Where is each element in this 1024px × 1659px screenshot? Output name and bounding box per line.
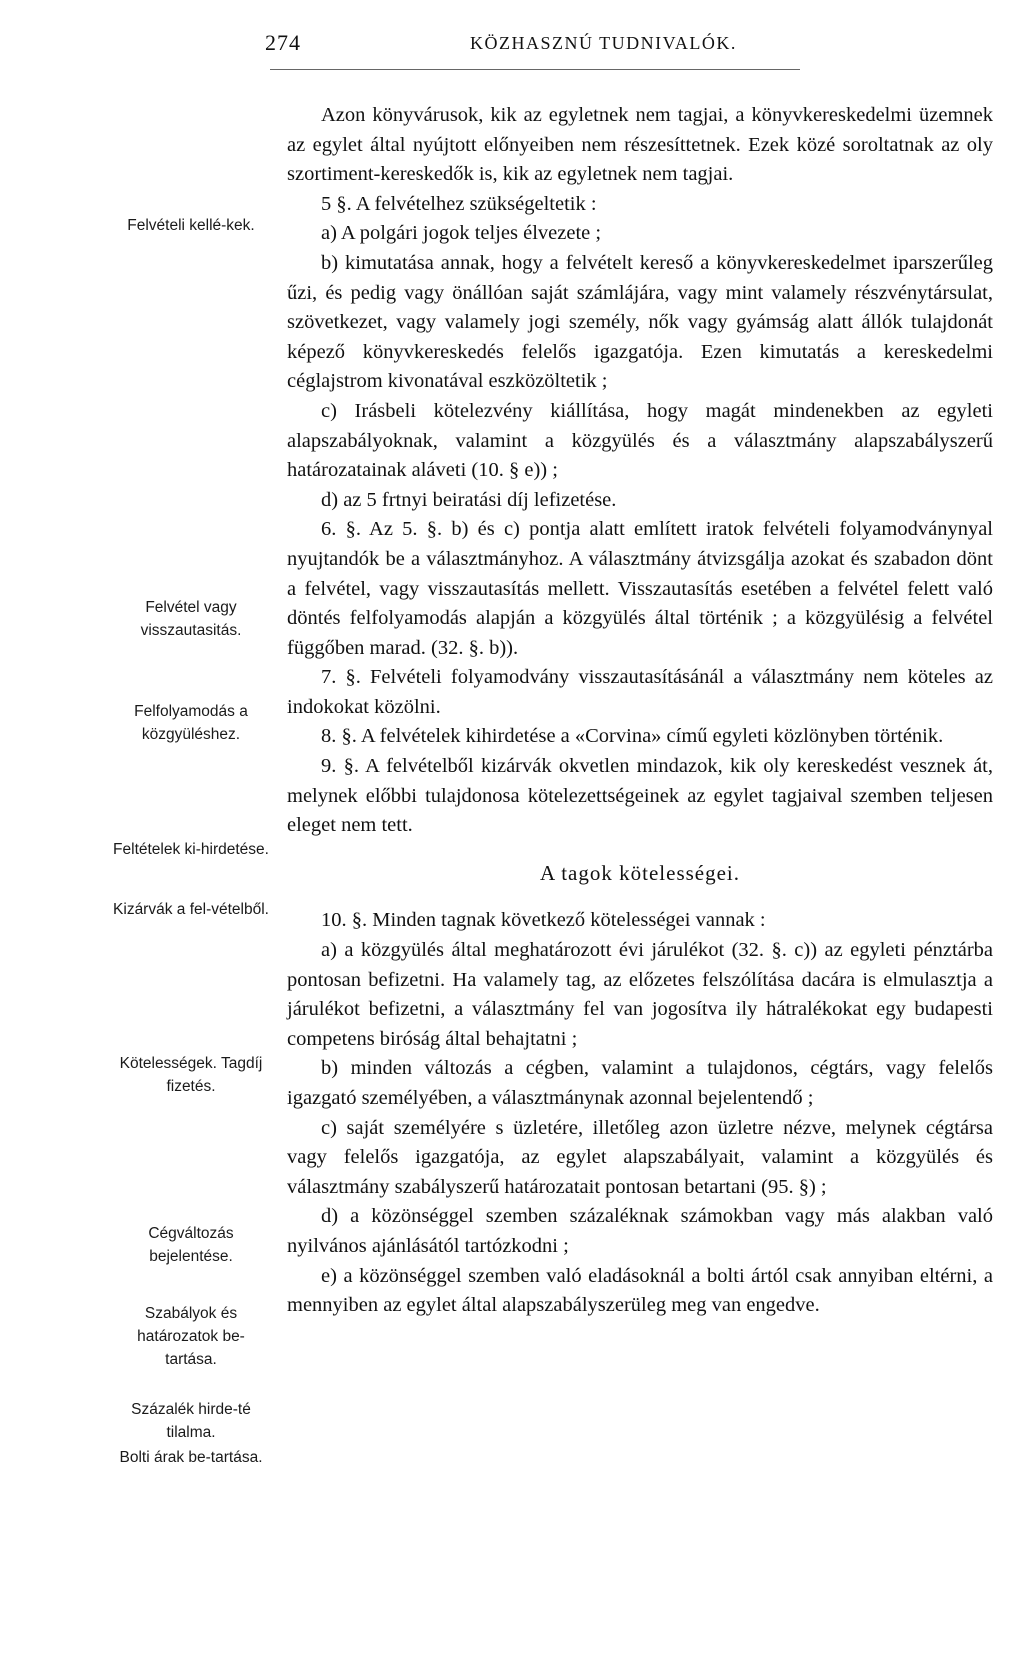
running-head: KÖZHASZNÚ TUDNIVALÓK. <box>470 33 737 53</box>
section-title: A tagok kötelességei. <box>539 860 741 885</box>
paragraph: 9. §. A felvételből kizárvák okvetlen mindazok, kik oly kereskedést vesznek át, melynek előbbi tulajdonosa kötelezettségeinek az egylet tagjaival szemben teljesen eleget nem tett. <box>287 755 993 837</box>
margin-note-percentage-ban: Százalék hirde-té tilalma. <box>131 1401 251 1441</box>
paragraph: d) a közönséggel szemben százaléknak számokban vagy más alakban való nyilvános ajánlásától tartózkodni ; <box>287 1205 993 1257</box>
margin-note-exclusions: Kizárvák a fel-vételből. <box>113 901 269 918</box>
paragraph: c) Irásbeli kötelezvény kiállítása, hogy magát mindenekben az egyleti alapszabályoknak, valamint a közgyülés és a választmány alapszabályszerű határozatainak aláveti (10. § e)) ; <box>287 399 993 482</box>
paragraph: 5 §. A felvételhez szükségeltetik : <box>321 192 597 215</box>
paragraph: 7. §. Felvételi folyamodvány visszautasításánál a választmány nem köteles az indokokat közölni. <box>287 666 993 718</box>
margin-note-announcement: Feltételek ki-hirdetése. <box>113 841 269 858</box>
paragraph: a) a közgyülés által meghatározott évi járulékot (32. §. c)) az egyleti pénztárba pontosan befizetni. Ha valamely tag, az előzetes felszólítása dacára is elmulasztja a járulékot befizetni, a választmány fel van jogosítva ily hátralékokat egy budapesti competens biróság által behajtatni ; <box>287 939 993 1050</box>
margin-note-admission-or-rejection: Felvétel vagy visszautasitás. <box>140 599 242 639</box>
paragraph: Azon könyvárusok, kik az egyletnek nem tagjai, a könyvkereskedelmi üzemnek az egylet által nyújtott előnyeiben nem részesíttetnek. Ezek közé soroltatnak az oly szortiment-kereskedők is, kik az egyletnek nem tagjai. <box>287 104 993 186</box>
margin-note-duties: Kötelességek. Tagdíj fizetés. <box>119 1055 263 1095</box>
paragraph: b) minden változás a cégben, valamint a tulajdonos, cégtárs, vagy felelős igazgató személyében, a választmánynak azonnal bejelentendő ; <box>287 1057 993 1109</box>
paragraph: c) saját személyére s üzletére, illetőleg azon üzletre nézve, melynek cégtársa vagy felelős igazgatója, az egylet alapszabályait, valamint a közgyülés és választmány szabályszerű határozatait pontosan betartani (95. §) ; <box>287 1116 993 1198</box>
paragraph: a) A polgári jogok teljes élvezete ; <box>321 222 602 245</box>
paragraph: 8. §. A felvételek kihirdetése a «Corvina» című egyleti közlönyben történik. <box>321 725 944 748</box>
paragraph: 10. §. Minden tagnak következő kötelességei vannak : <box>321 909 766 932</box>
page-header <box>250 30 990 70</box>
paragraph: d) az 5 frtnyi beiratási díj lefizetése. <box>321 488 617 511</box>
margin-note-company-change: Cégváltozás bejelentése. <box>148 1225 234 1265</box>
paragraph: b) kimutatása annak, hogy a felvételt kereső a könyvkereskedelmet iparszerűleg űzi, és pedig vagy önállóan saját számlájára, vagy mint valamely részvénytársulat, szövetkezet, vagy valamely jogi személy, nők vagy gyámság alatt állók tulajdonát képező könyvkereskedés felelős igazgatója. Ezen kimutatás a kereskedelmi céglajstrom kivonatával eszközöltetik ; <box>287 251 993 393</box>
margin-note-appeal: Felfolyamodás a közgyüléshez. <box>134 703 248 743</box>
page-number: 274 <box>265 30 301 55</box>
paragraph: e) a közönséggel szemben való eladásoknál a bolti ártól csak annyiban eltérni, a mennyiben az egylet által alapszabályszerüleg meg van engedve. <box>287 1264 993 1317</box>
paragraph: 6. §. Az 5. §. b) és c) pontja alatt említett iratok felvételi folyamodványnyal nyujtandók be a választmányhoz. A választmány átvizsgálja azokat és szabadon dönt a felvétel, vagy visszautasítás mellett. Visszautasítás esetében a felvétel felett való döntés felfolyamodás alapján a közgyülés által történik ; a közgyülésig a felvétel függőben marad. (32. §. b)). <box>287 518 993 659</box>
body-text <box>287 101 993 1321</box>
margin-note-rules-compliance: Szabályok és határozatok be-tartása. <box>137 1305 245 1368</box>
header-rule <box>270 69 800 70</box>
margin-note-admission-requirements: Felvételi kellé-kek. <box>127 217 255 234</box>
margin-note-shop-prices: Bolti árak be-tartása. <box>119 1449 263 1466</box>
